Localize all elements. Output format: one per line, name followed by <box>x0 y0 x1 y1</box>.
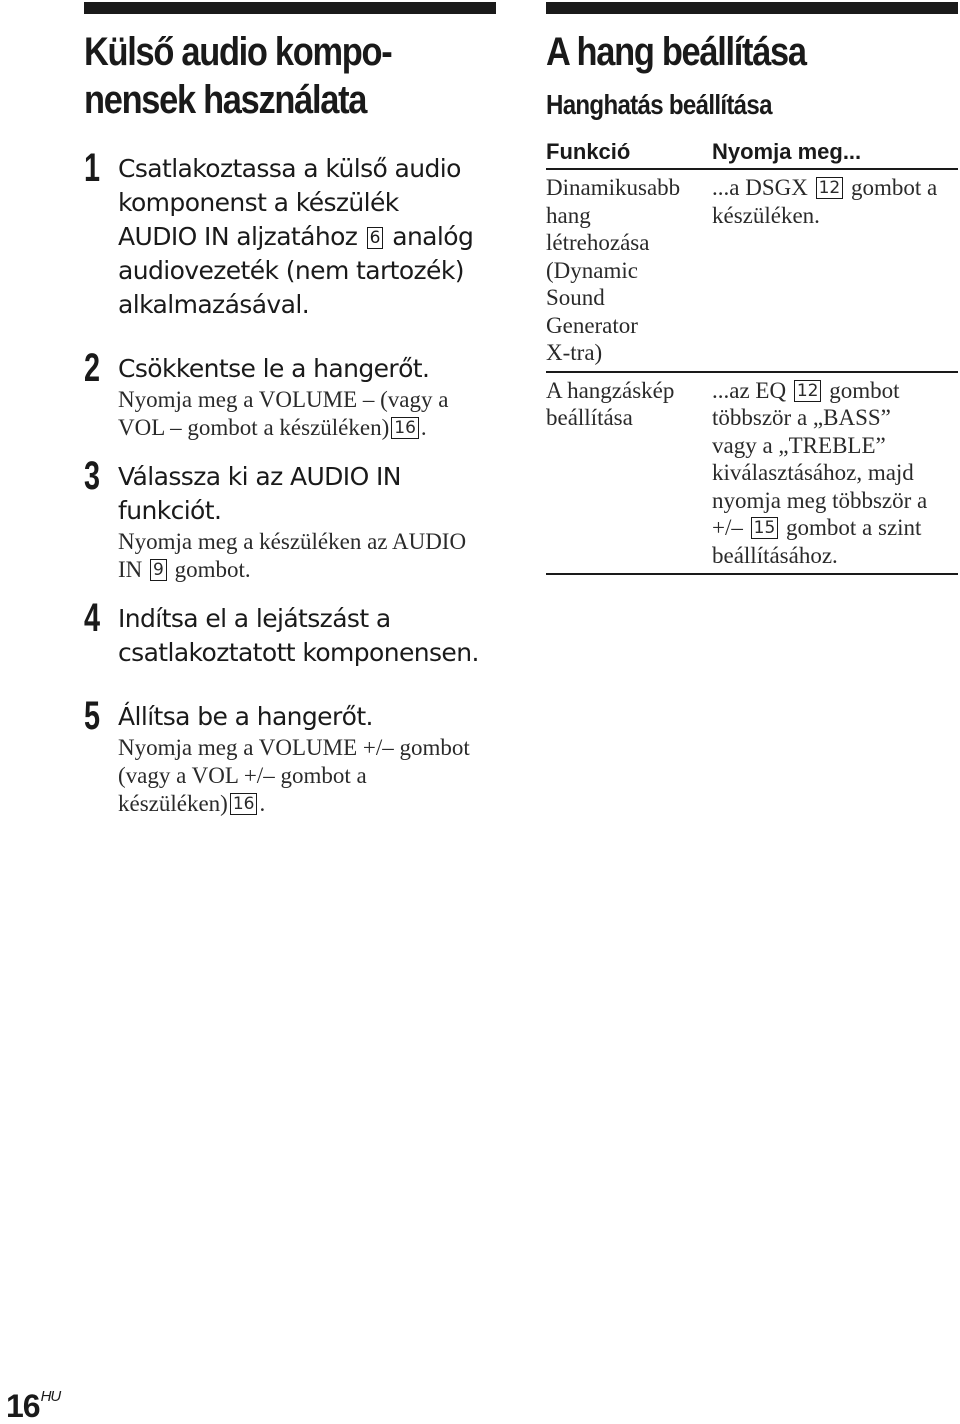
page-number <box>6 1380 60 1423</box>
control-ref-badge: 16 <box>391 417 419 439</box>
table-row <box>546 169 958 372</box>
top-rule-left <box>84 2 496 14</box>
step-body-part: . <box>259 791 266 816</box>
step-title-part: analóg audiovezeték (nem tartozék) alkalmazásával. <box>118 222 474 319</box>
control-ref-badge: 15 <box>751 517 779 539</box>
step-body <box>118 386 496 442</box>
table-row <box>546 372 958 575</box>
cell-text-part: gombot többször a „BASS” vagy a „TREBLE” kiválasztásához, majd nyomja meg többször a +/– <box>712 377 928 540</box>
step-3 <box>84 454 496 584</box>
step-body <box>118 528 496 584</box>
subsection-title-sound-effect: Hanghatás beállítása <box>546 89 772 120</box>
step-number: 3 <box>84 454 101 498</box>
step-number: 5 <box>84 694 101 738</box>
column-header-function: Funkció <box>546 138 712 169</box>
section-title-line-1: Külső audio kompo- <box>84 30 392 74</box>
control-ref-badge: 9 <box>150 559 167 581</box>
control-ref-badge: 6 <box>367 227 383 249</box>
step-body <box>118 734 496 818</box>
section-title-external-audio <box>84 28 438 124</box>
table-cell-function: A hangzáskép beállítása <box>546 372 712 575</box>
step-title: Csökkentse le a hangerőt. <box>118 354 430 383</box>
step-title: Indítsa el a lejátszást a csatlakoztatott komponensen. <box>118 604 479 667</box>
step-title: Állítsa be a hangerőt. <box>118 702 373 731</box>
step-1 <box>84 146 496 322</box>
sound-effect-table <box>546 138 958 575</box>
step-body-part: gombot. <box>168 557 251 582</box>
page-number-value: 16 <box>6 1388 40 1424</box>
step-title <box>118 152 496 322</box>
cell-text-part: gombot a szint beállításához. <box>712 515 922 568</box>
right-column <box>546 14 958 575</box>
step-2 <box>84 346 496 442</box>
control-ref-badge: 12 <box>794 380 822 402</box>
step-number: 1 <box>84 146 101 190</box>
column-header-press: Nyomja meg... <box>712 138 958 169</box>
step-body-part: Nyomja meg a VOLUME +/– gombot (vagy a VOL +/– gombot a készüléken) <box>118 735 470 816</box>
control-ref-badge: 12 <box>816 177 844 199</box>
step-body-part: . <box>420 415 427 440</box>
top-rule-right <box>546 2 958 14</box>
section-title-sound: A hang beállítása <box>546 30 806 74</box>
step-number: 4 <box>84 596 101 640</box>
table-header-row <box>546 138 958 169</box>
section-title-line-2: nensek használata <box>84 78 367 122</box>
cell-text-part: ...a DSGX <box>712 175 814 200</box>
control-ref-badge: 16 <box>230 793 258 815</box>
step-title-part: Csatlakoztassa a külső audio komponenst a készülék AUDIO IN aljzatához <box>118 154 461 251</box>
cell-text-part: ...az EQ <box>712 377 792 403</box>
step-body-part: Nyomja meg a készüléken az AUDIO IN <box>118 529 467 582</box>
step-5 <box>84 694 496 818</box>
step-4 <box>84 596 496 670</box>
table-cell-press <box>712 169 958 372</box>
language-code: HU <box>40 1388 61 1405</box>
step-number: 2 <box>84 346 101 390</box>
step-body-part: Nyomja meg a VOLUME – (vagy a VOL – gombot a készüléken) <box>118 387 449 440</box>
table-cell-press <box>712 372 958 575</box>
left-column <box>84 14 496 818</box>
table-cell-function: Dinamikusabb hang létrehozása (Dynamic Sound Generator X-tra) <box>546 169 712 372</box>
cell-text-part: gombot a készüléken. <box>712 175 938 228</box>
step-title: Válassza ki az AUDIO IN funkciót. <box>118 462 401 525</box>
